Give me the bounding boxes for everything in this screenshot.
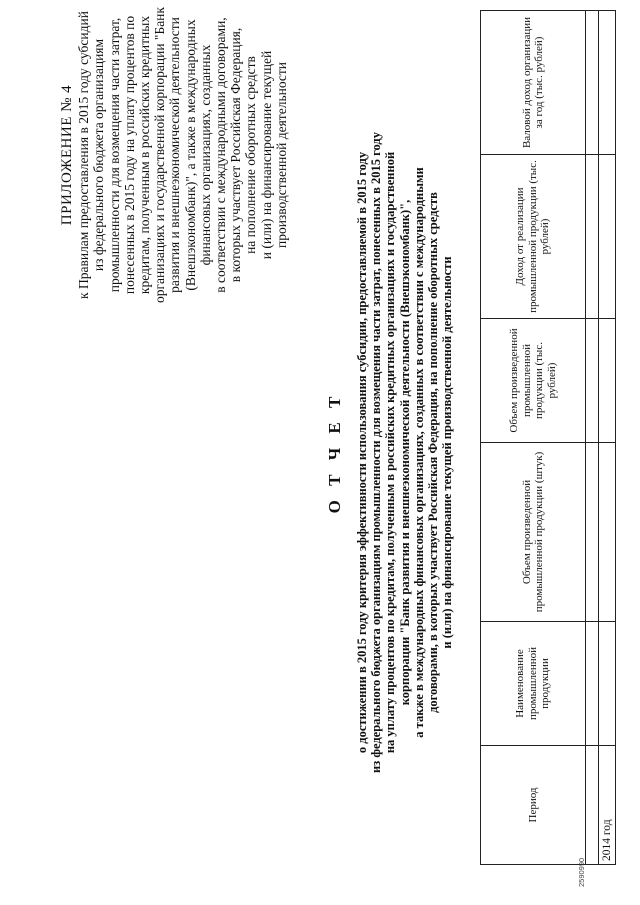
table-cell xyxy=(599,319,616,443)
table-header-row xyxy=(481,11,586,865)
table-cell xyxy=(599,622,616,746)
appendix-text: к Правилам предоставления в 2015 году субсидий из федерального бюджета организациям промышленности для возмещения части затрат, понесенных в 2015 году на уплату процентов по кредитам, полученным в российских кредитных организациях и государственной корпорации "Банк развития и внешнеэкономической деятельности (Внешэкономбанк)", а также в международных финансовых организациях, созданных в соответствии с международными договорами, в которых участвует Российская Федерация, на пополнение оборотных средств и (или) на финансирование текущей производственной деятельности xyxy=(76,7,289,303)
table-row xyxy=(599,11,616,865)
table-cell xyxy=(599,155,616,319)
report-title: О Т Ч Е Т xyxy=(325,391,344,514)
header-period: Период xyxy=(481,746,586,865)
table-cell xyxy=(586,622,599,746)
header-volume-units: Объем произведенной промышленной продукции (штук) xyxy=(481,443,586,622)
document-code: 2590990 xyxy=(577,857,586,887)
table-cell xyxy=(586,746,599,865)
report-table xyxy=(480,10,616,865)
report-subtitle: о достижении в 2015 году критерия эффективности использования субсидии, предоставляемой в 2015 году из федерального бюджета организациям промышленности для возмещения части затрат, понесенных в 2015 году на уплату процентов по кредитам, полученным в российских кредитных организациях и государственной корпорации "Банк развития и внешнеэкономической деятельности (Внешэкономбанк)", а также в международных финансовых организациях, созданных в соответствии с международными договорами, в которых участвует Российская Федерация, на пополнение оборотных средств и (или) на финансирование текущей производственной деятельности xyxy=(355,131,455,774)
appendix-heading: ПРИЛОЖЕНИЕ № 4 xyxy=(59,84,75,226)
table-cell xyxy=(586,155,599,319)
period-cell: 2014 год xyxy=(599,746,616,865)
table-cell xyxy=(599,11,616,155)
header-volume-rub: Объем произведенной промышленной продукции (тыс. рублей) xyxy=(481,319,586,443)
table-cell xyxy=(586,11,599,155)
header-gross-income: Валовой доход организации за год (тыс. рублей) xyxy=(481,11,586,155)
appendix-block xyxy=(60,5,289,305)
header-product-name: Наименование промышленной продукции xyxy=(481,622,586,746)
table-cell xyxy=(586,319,599,443)
table-row xyxy=(586,11,599,865)
table-cell xyxy=(599,443,616,622)
header-sales-income: Доход от реализации промышленной продукции (тыс. рублей) xyxy=(481,155,586,319)
table-cell xyxy=(586,443,599,622)
